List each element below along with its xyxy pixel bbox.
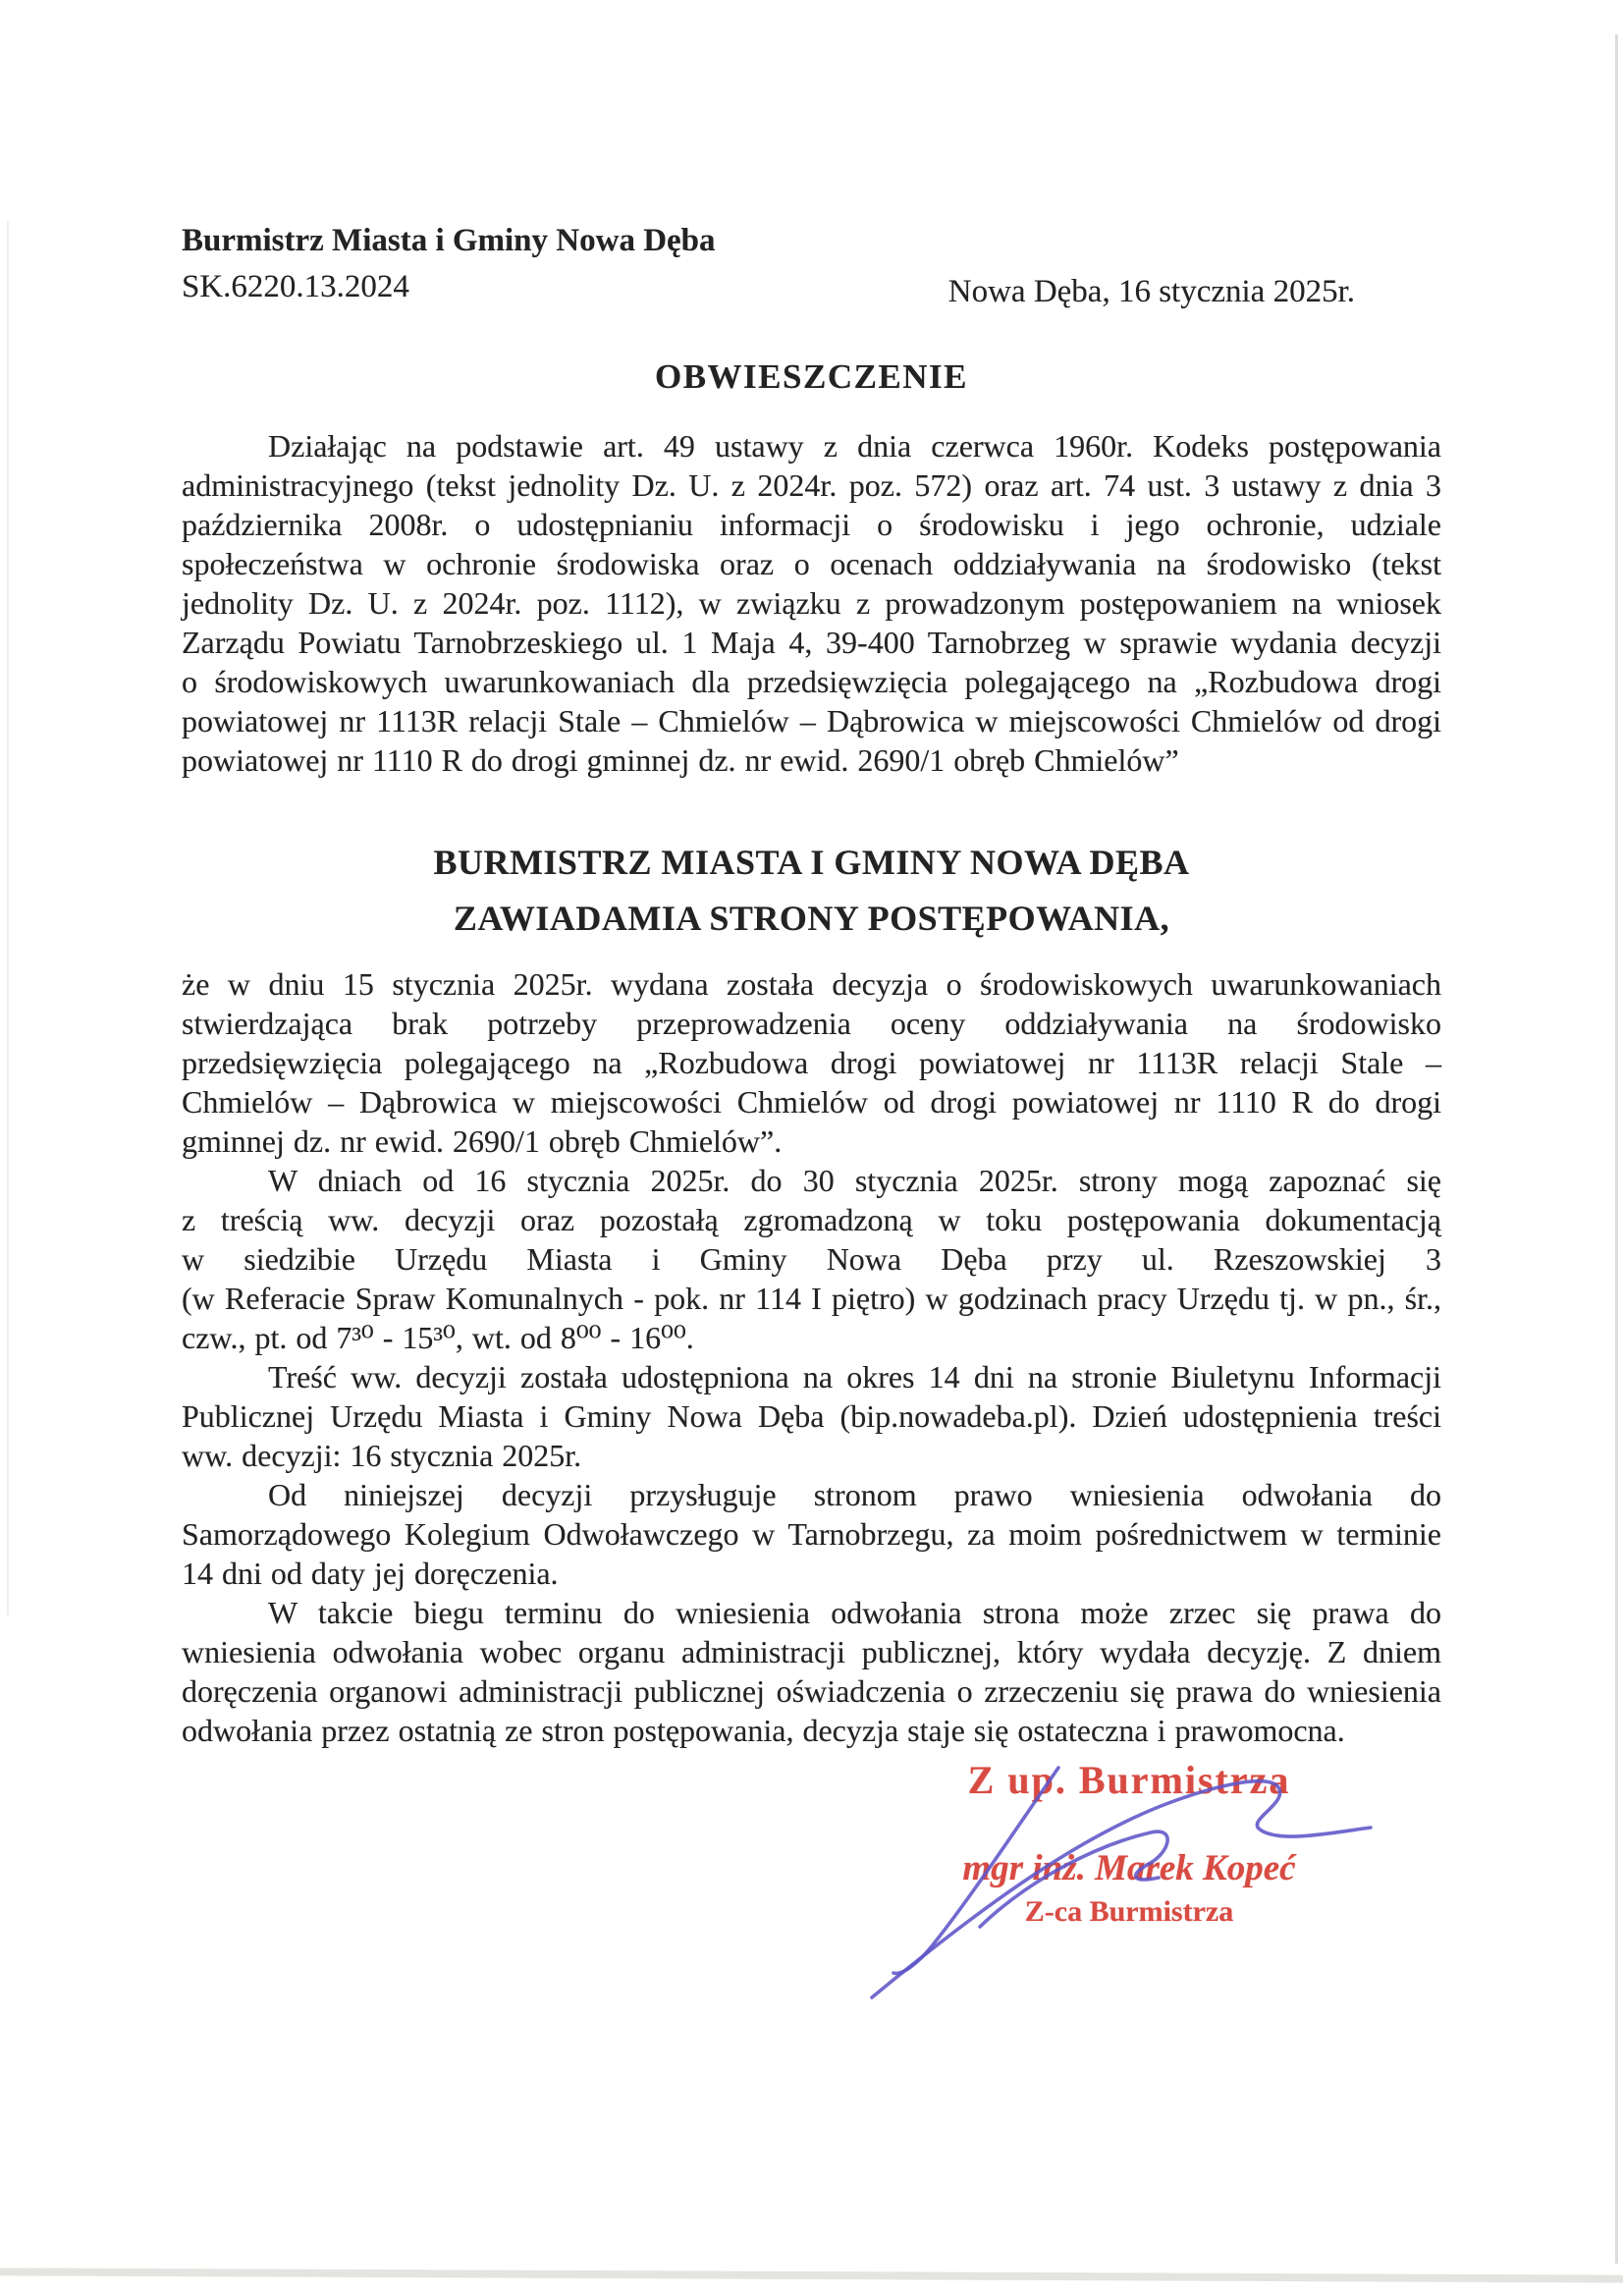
text-line: października 2008r. o udostępnianiu informacji o środowisku i jego ochronie, udziale — [182, 507, 1441, 542]
text-line: doręczenia organowi administracji publicznej oświadczenia o zrzeczeniu się prawa do wniesienia — [182, 1673, 1441, 1709]
text-line: z treścią ww. decyzji oraz pozostałą zgromadzoną w toku postępowania dokumentacją — [182, 1202, 1441, 1237]
paragraph — [182, 1475, 1441, 1593]
paragraph — [182, 1593, 1441, 1750]
body-section — [182, 964, 1441, 1750]
text-line: powiatowej nr 1110 R do drogi gminnej dz. nr ewid. 2690/1 obręb Chmielów” — [182, 742, 1179, 778]
signature-authorization: Z up. Burmistrza — [967, 1758, 1291, 1802]
text-line: administracyjnego (tekst jednolity Dz. U. z 2024r. poz. 572) oraz art. 74 ust. 3 ustawy z dnia 3 — [182, 467, 1441, 503]
text-line: odwołania przez ostatnią ze stron postępowania, decyzja staje się ostateczna i prawomocna. — [182, 1713, 1345, 1748]
text-line: że w dniu 15 stycznia 2025r. wydana została decyzja o środowiskowych uwarunkowaniach — [182, 966, 1441, 1002]
case-number: SK.6220.13.2024 — [182, 269, 409, 304]
intro-section — [182, 426, 1441, 780]
text-line: Chmielów – Dąbrowica w miejscowości Chmielów od drogi powiatowej nr 1110 R do drogi — [182, 1084, 1441, 1120]
scan-edge-artifact-bottom — [0, 2268, 1623, 2282]
reference-row — [182, 267, 1441, 309]
text-line: Samorządowego Kolegium Odwoławczego w Tarnobrzegu, za moim pośrednictwem w terminie — [182, 1516, 1441, 1552]
text-line: wniesienia odwołania wobec organu administracji publicznej, który wydała decyzję. Z dniem — [182, 1634, 1441, 1669]
text-line: W dniach od 16 stycznia 2025r. do 30 stycznia 2025r. strony mogą zapoznać się — [268, 1163, 1441, 1198]
paragraph — [182, 1161, 1441, 1357]
notice-heading-line1: BURMISTRZ MIASTA I GMINY NOWA DĘBA — [433, 843, 1190, 882]
text-line: o środowiskowych uwarunkowaniach dla przedsięwzięcia polegającego na „Rozbudowa drogi — [182, 664, 1441, 699]
notice-heading-line2: ZAWIADAMIA STRONY POSTĘPOWANIA, — [453, 899, 1170, 938]
text-line: W takcie biegu terminu do wniesienia odwołania strona może zrzec się prawa do — [268, 1595, 1441, 1630]
paragraph — [182, 964, 1441, 1161]
text-line: Treść ww. decyzji została udostępniona na okres 14 dni na stronie Biuletynu Informacji — [268, 1359, 1441, 1394]
text-line: powiatowej nr 1113R relacji Stale – Chmielów – Dąbrowica w miejscowości Chmielów od drogi — [182, 703, 1441, 738]
issuer-name: Burmistrz Miasta i Gminy Nowa Dęba — [182, 223, 716, 258]
text-line: (w Referacie Spraw Komunalnych - pok. nr 114 I piętro) w godzinach pracy Urzędu tj. w pn., śr., — [182, 1281, 1441, 1316]
text-line: Publicznej Urzędu Miasta i Gminy Nowa Dęba (bip.nowadeba.pl). Dzień udostępnienia treści — [182, 1398, 1441, 1434]
text-line: Od niniejszej decyzji przysługuje stronom prawo wniesienia odwołania do — [268, 1477, 1441, 1512]
text-line: społeczeństwa w ochronie środowiska oraz o ocenach oddziaływania na środowisko (tekst — [182, 546, 1441, 581]
signature-block — [913, 1758, 1345, 1929]
place-and-date: Nowa Dęba, 16 stycznia 2025r. — [947, 274, 1355, 309]
text-line: jednolity Dz. U. z 2024r. poz. 1112), w związku z prowadzonym postępowaniem na wniosek — [182, 585, 1441, 621]
text-line: czw., pt. od 7³⁰ - 15³⁰, wt. od 8⁰⁰ - 16⁰⁰. — [182, 1320, 694, 1355]
document-title: OBWIESZCZENIE — [654, 357, 969, 396]
paragraph — [182, 1357, 1441, 1475]
signer-title: Z-ca Burmistrza — [1024, 1895, 1234, 1928]
text-line: w siedzibie Urzędu Miasta i Gminy Nowa Dęba przy ul. Rzeszowskiej 3 — [182, 1241, 1441, 1277]
text-line: Działając na podstawie art. 49 ustawy z dnia czerwca 1960r. Kodeks postępowania — [268, 428, 1441, 464]
notice-heading — [182, 835, 1441, 947]
text-line: stwierdzająca brak potrzeby przeprowadzenia oceny oddziaływania na środowisko — [182, 1006, 1441, 1041]
text-line: Zarządu Powiatu Tarnobrzeskiego ul. 1 Maja 4, 39-400 Tarnobrzeg w sprawie wydania decyzji — [182, 625, 1441, 660]
text-line: ww. decyzji: 16 stycznia 2025r. — [182, 1438, 582, 1473]
paragraph — [182, 426, 1441, 780]
text-line: przedsięwzięcia polegającego na „Rozbudowa drogi powiatowej nr 1113R relacji Stale – — [182, 1045, 1441, 1080]
text-line: 14 dni od daty jej doręczenia. — [182, 1556, 559, 1591]
signer-name: mgr inż. Marek Kopeć — [962, 1848, 1296, 1888]
text-line: gminnej dz. nr ewid. 2690/1 obręb Chmielów”. — [182, 1123, 783, 1159]
